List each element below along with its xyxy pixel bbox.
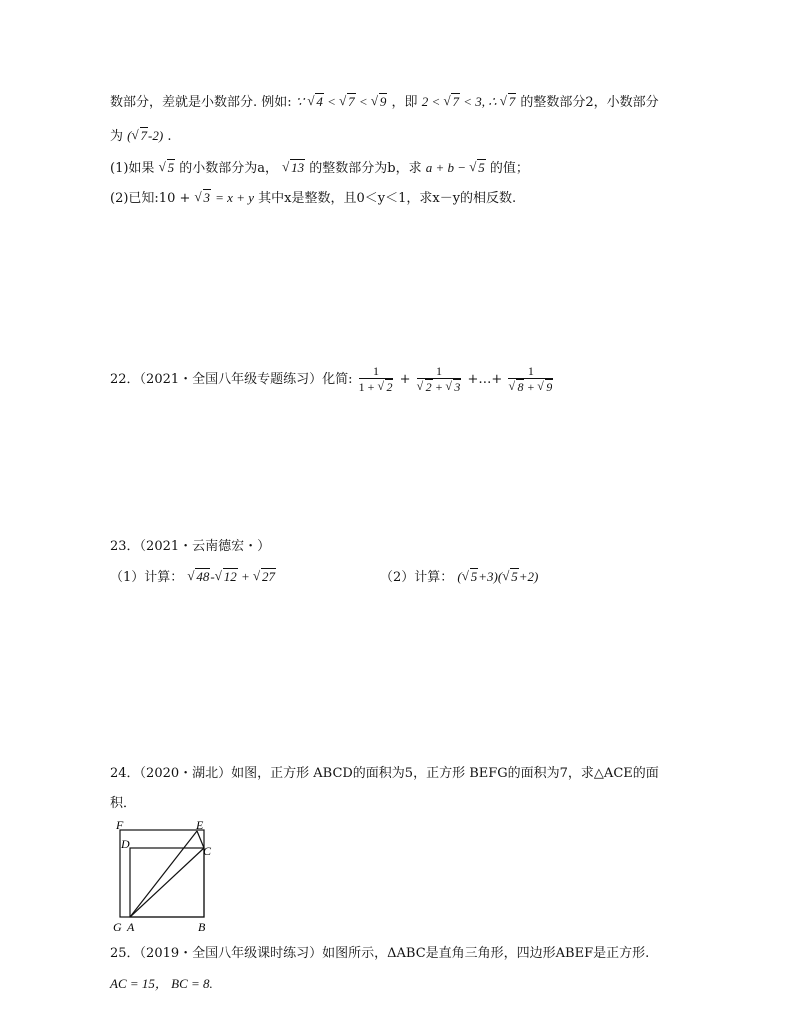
intro-line-2 bbox=[110, 126, 171, 147]
q2-text-a: (2)已知:10 + bbox=[110, 191, 191, 206]
p23-label: 23．（2021・云南德宏・） bbox=[110, 539, 271, 554]
intro-line-2-text: 为 bbox=[110, 129, 124, 144]
fraction-2: 1 √ 2 + √ 3 bbox=[417, 364, 462, 395]
fraction-3: 1 √ 8 + √ 9 bbox=[508, 364, 553, 395]
question-1: (1)如果 √ 5 的小数部分为a， √ 13 的整数部分为b，求 a + b − √ 5 的值； bbox=[110, 158, 529, 179]
squares-figure bbox=[110, 818, 230, 936]
label-d: D bbox=[121, 837, 130, 851]
intro-text-b: ，即 bbox=[391, 95, 418, 110]
intro-text-a: 数部分，差就是小数部分. 例如: bbox=[110, 95, 292, 110]
q1-text-d: 的值； bbox=[489, 161, 529, 176]
question-2: (2)已知:10 + √ 3 = x + y 其中x是整数，且0＜y＜1，求x－y的相反数. bbox=[110, 188, 516, 209]
label-a: A bbox=[127, 920, 135, 934]
problem-23-part-1: （1）计算： √ 48-√ 12 + √ 27 bbox=[110, 567, 276, 588]
problem-24-line-1: 24．（2020・湖北）如图，正方形 ABCD的面积为5，正方形 BEFG的面积为7，求△ACE的面 bbox=[110, 766, 659, 781]
label-b: B bbox=[198, 920, 206, 934]
intro-line-2-end: . bbox=[167, 129, 172, 144]
intro-text-c: 的整数部分2，小数部分 bbox=[520, 95, 659, 110]
problem-25-line-1: 25．（2019・全国八年级课时练习）如图所示，ΔABC是直角三角形，四边形ABEF是正方形. bbox=[110, 946, 650, 961]
label-g: G bbox=[113, 920, 122, 934]
q2-text-b: = x + y bbox=[215, 190, 254, 205]
p23-part2: （2）计算： bbox=[380, 570, 454, 585]
math-inequality: 2 < √ 7 < 3, ∴ √ 7 bbox=[422, 94, 517, 109]
math-fraction-part: (√ 7-2) bbox=[127, 128, 163, 143]
p23-part1: （1）计算： bbox=[110, 570, 184, 585]
fraction-1: $\frac{1}{1 + √ 2}$ bbox=[359, 364, 394, 395]
q1-text-c: 的整数部分为b，求 bbox=[309, 161, 422, 176]
square-befg bbox=[120, 830, 204, 917]
label-e: E bbox=[196, 818, 204, 832]
p22-label: 22．（2021・全国八年级专题练习）化简: bbox=[110, 372, 353, 387]
problem-23-part-2: （2）计算： (√ 5+3)(√ 5+2) bbox=[380, 567, 538, 588]
math-example: ∵ √ 4 < √ 7 < √ 9 bbox=[296, 94, 388, 109]
segment-ac bbox=[130, 848, 204, 917]
problem-24-line-2: 积． bbox=[110, 796, 137, 811]
problem-23 bbox=[110, 537, 270, 557]
label-c: C bbox=[203, 844, 212, 858]
problem-25-line-2: AC = 15， BC = 8. bbox=[110, 976, 213, 991]
q1-text-b: 的小数部分为a， bbox=[179, 161, 278, 176]
segment-ae bbox=[130, 831, 197, 917]
intro-line-1 bbox=[110, 92, 659, 113]
q2-text-c: 其中x是整数，且0＜y＜1，求x－y的相反数. bbox=[258, 191, 517, 206]
q1-text-a: (1)如果 bbox=[110, 161, 155, 176]
problem-22: 22．（2021・全国八年级专题练习）化简: $\frac{1}{1 + √ 2}$ + 1 √ 2 + √ 3 +…+ 1 √ 8 + √ 9 bbox=[110, 364, 555, 395]
label-f: F bbox=[116, 818, 124, 832]
